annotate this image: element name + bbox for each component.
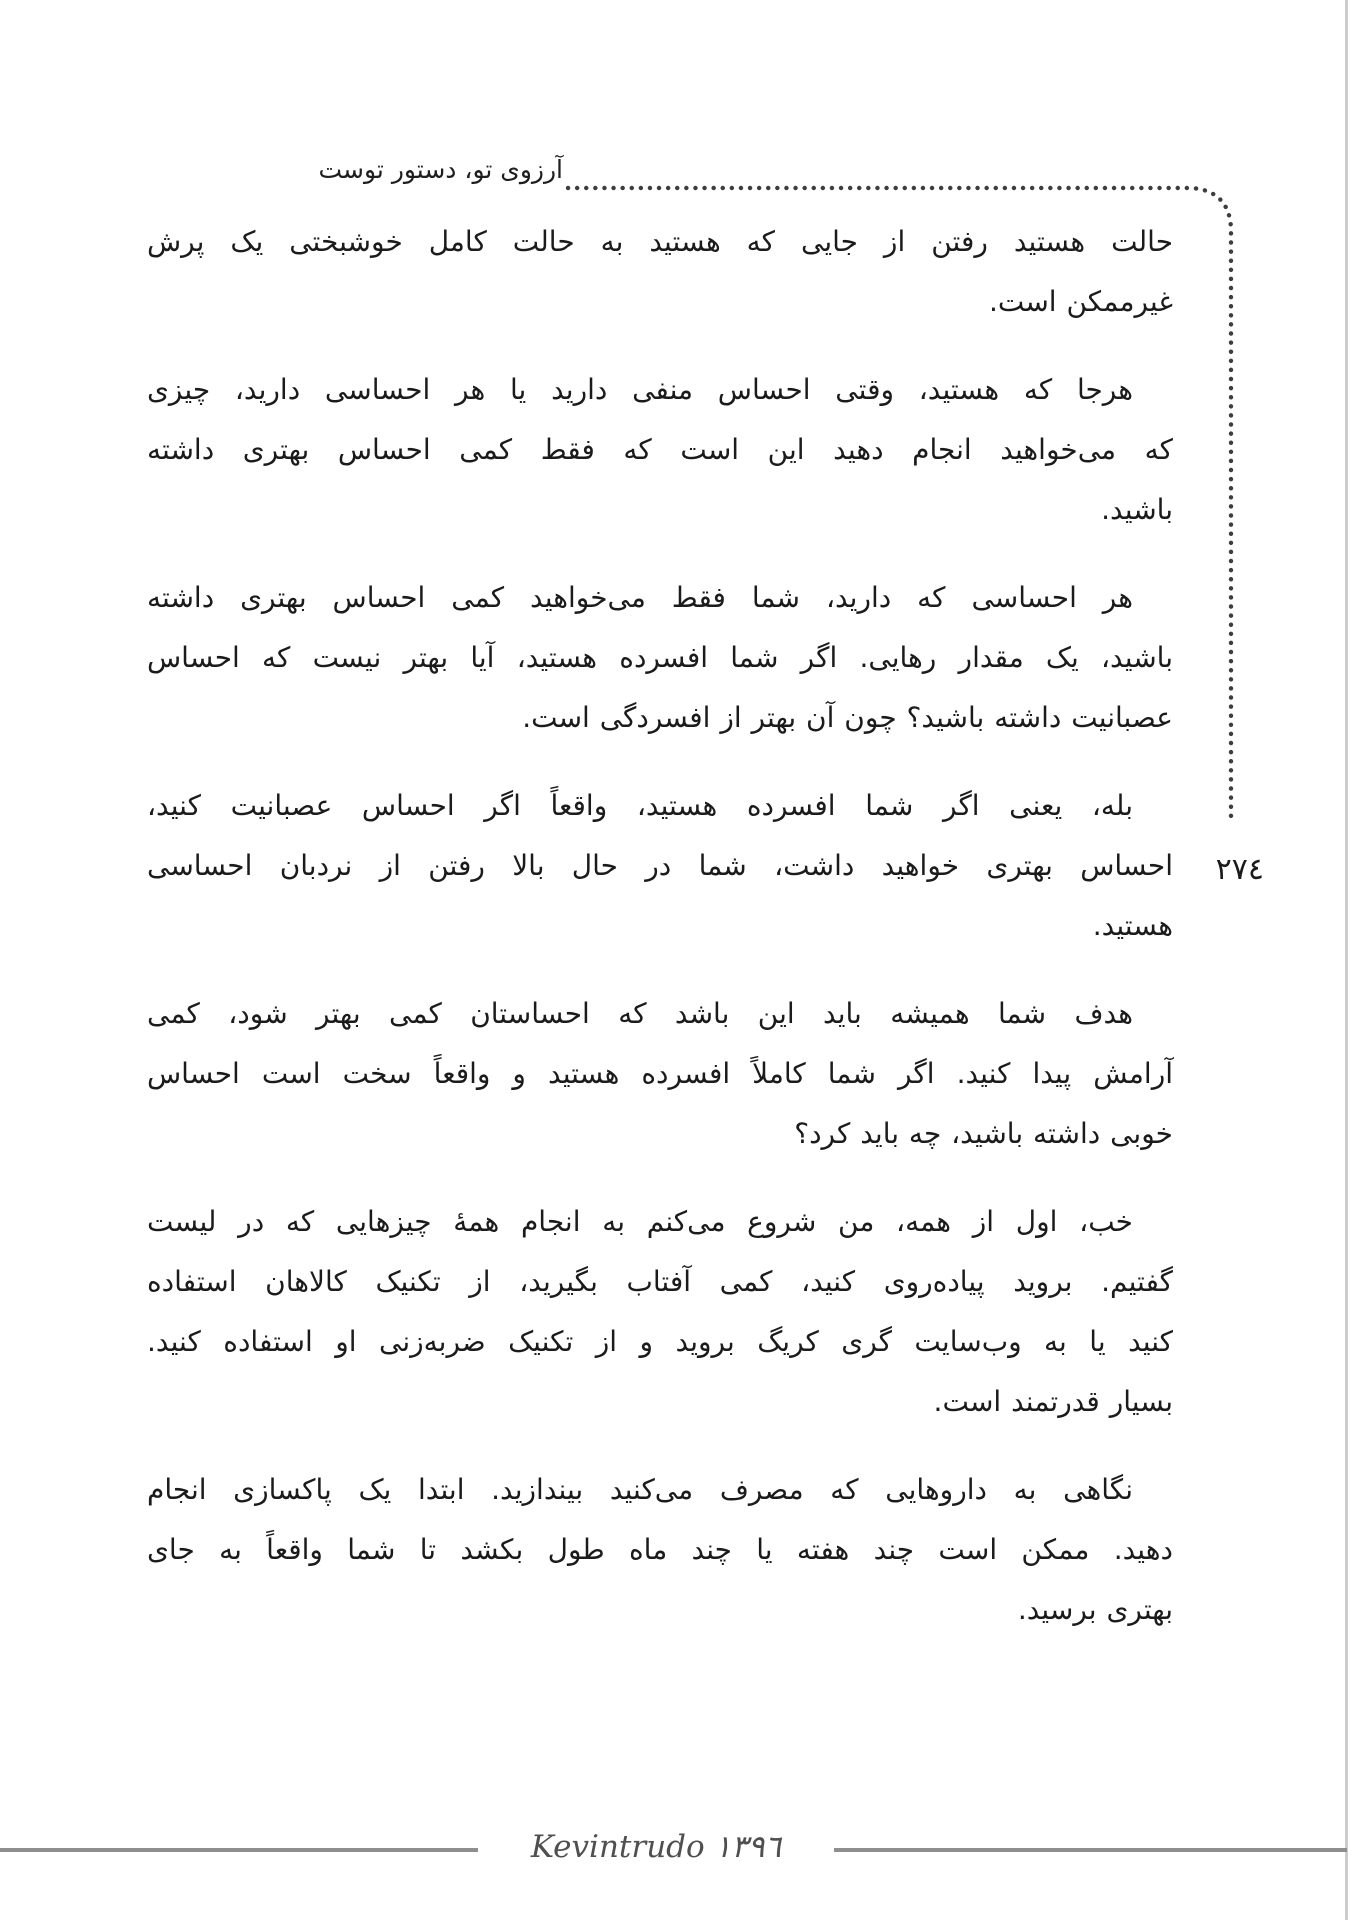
text-line: هر احساسی که دارید، شما فقط می‌خواهید کمی احساس بهتری داشته bbox=[147, 581, 1133, 614]
text-line: نگاهی به داروهایی که مصرف می‌کنید بیندازید. ابتدا یک پاکسازی انجام bbox=[147, 1473, 1133, 1506]
page-number: ٢٧٤ bbox=[1215, 852, 1264, 887]
text-line: آرامش پیدا کنید. اگر شما کاملاً افسرده هستید و واقعاً سخت است احساس bbox=[147, 1057, 1173, 1090]
text-line: بله، یعنی اگر شما افسرده هستید، واقعاً اگر احساس عصبانیت کنید، bbox=[147, 789, 1133, 822]
text-line: هدف شما همیشه باید این باشد که احساستان کمی بهتر شود، کمی bbox=[147, 997, 1133, 1030]
text-line: خوبی داشته باشید، چه باید کرد؟ bbox=[794, 1117, 1173, 1150]
text-line: حالت هستید رفتن از جایی که هستید به حالت کامل خوشبختی یک پرش bbox=[147, 225, 1173, 258]
paragraph bbox=[147, 1460, 1173, 1640]
text-line: عصبانیت داشته باشید؟ چون آن بهتر از افسردگی است. bbox=[522, 701, 1173, 734]
paragraph bbox=[147, 568, 1173, 748]
text-line: باشید، یک مقدار رهایی. اگر شما افسرده هستید، آیا بهتر نیست که احساس bbox=[147, 641, 1173, 674]
text-line: که می‌خواهید انجام دهید این است که فقط کمی احساس بهتری داشته bbox=[147, 433, 1173, 466]
page-title: آرزوی تو، دستور توست bbox=[318, 155, 563, 184]
text-line: گفتیم. بروید پیاده‌روی کنید، کمی آفتاب بگیرید، از تکنیک کالاهان استفاده bbox=[147, 1265, 1173, 1298]
text-block bbox=[147, 212, 1173, 1640]
text-line: غیرممکن است. bbox=[988, 285, 1173, 318]
text-line: هستید. bbox=[1092, 909, 1173, 942]
paragraph bbox=[147, 776, 1173, 956]
paragraph bbox=[147, 212, 1173, 332]
paragraph bbox=[147, 360, 1173, 540]
text-line: احساس بهتری خواهید داشت، شما در حال بالا رفتن از نردبان احساسی bbox=[147, 849, 1173, 882]
footer-credit: Kevintrudo ١٣٩٦ bbox=[478, 1818, 834, 1876]
text-line: هرجا که هستید، وقتی احساس منفی دارید یا هر احساسی دارید، چیزی bbox=[147, 373, 1133, 406]
paragraph bbox=[147, 984, 1173, 1164]
text-line: بسیار قدرتمند است. bbox=[933, 1385, 1173, 1418]
text-line: خب، اول از همه، من شروع می‌کنم به انجام همهٔ چیزهایی که در لیست bbox=[147, 1205, 1133, 1238]
text-line: بهتری برسید. bbox=[1017, 1593, 1173, 1626]
text-line: باشید. bbox=[1101, 493, 1173, 526]
paragraph bbox=[147, 1192, 1173, 1432]
text-line: کنید یا به وب‌سایت گری کریگ بروید و از تکنیک ضربه‌زنی او استفاده کنید. bbox=[147, 1325, 1173, 1358]
text-line: دهید. ممکن است چند هفته یا چند ماه طول بکشد تا شما واقعاً به جای bbox=[147, 1533, 1173, 1566]
page-edge-line bbox=[1345, 0, 1348, 1920]
